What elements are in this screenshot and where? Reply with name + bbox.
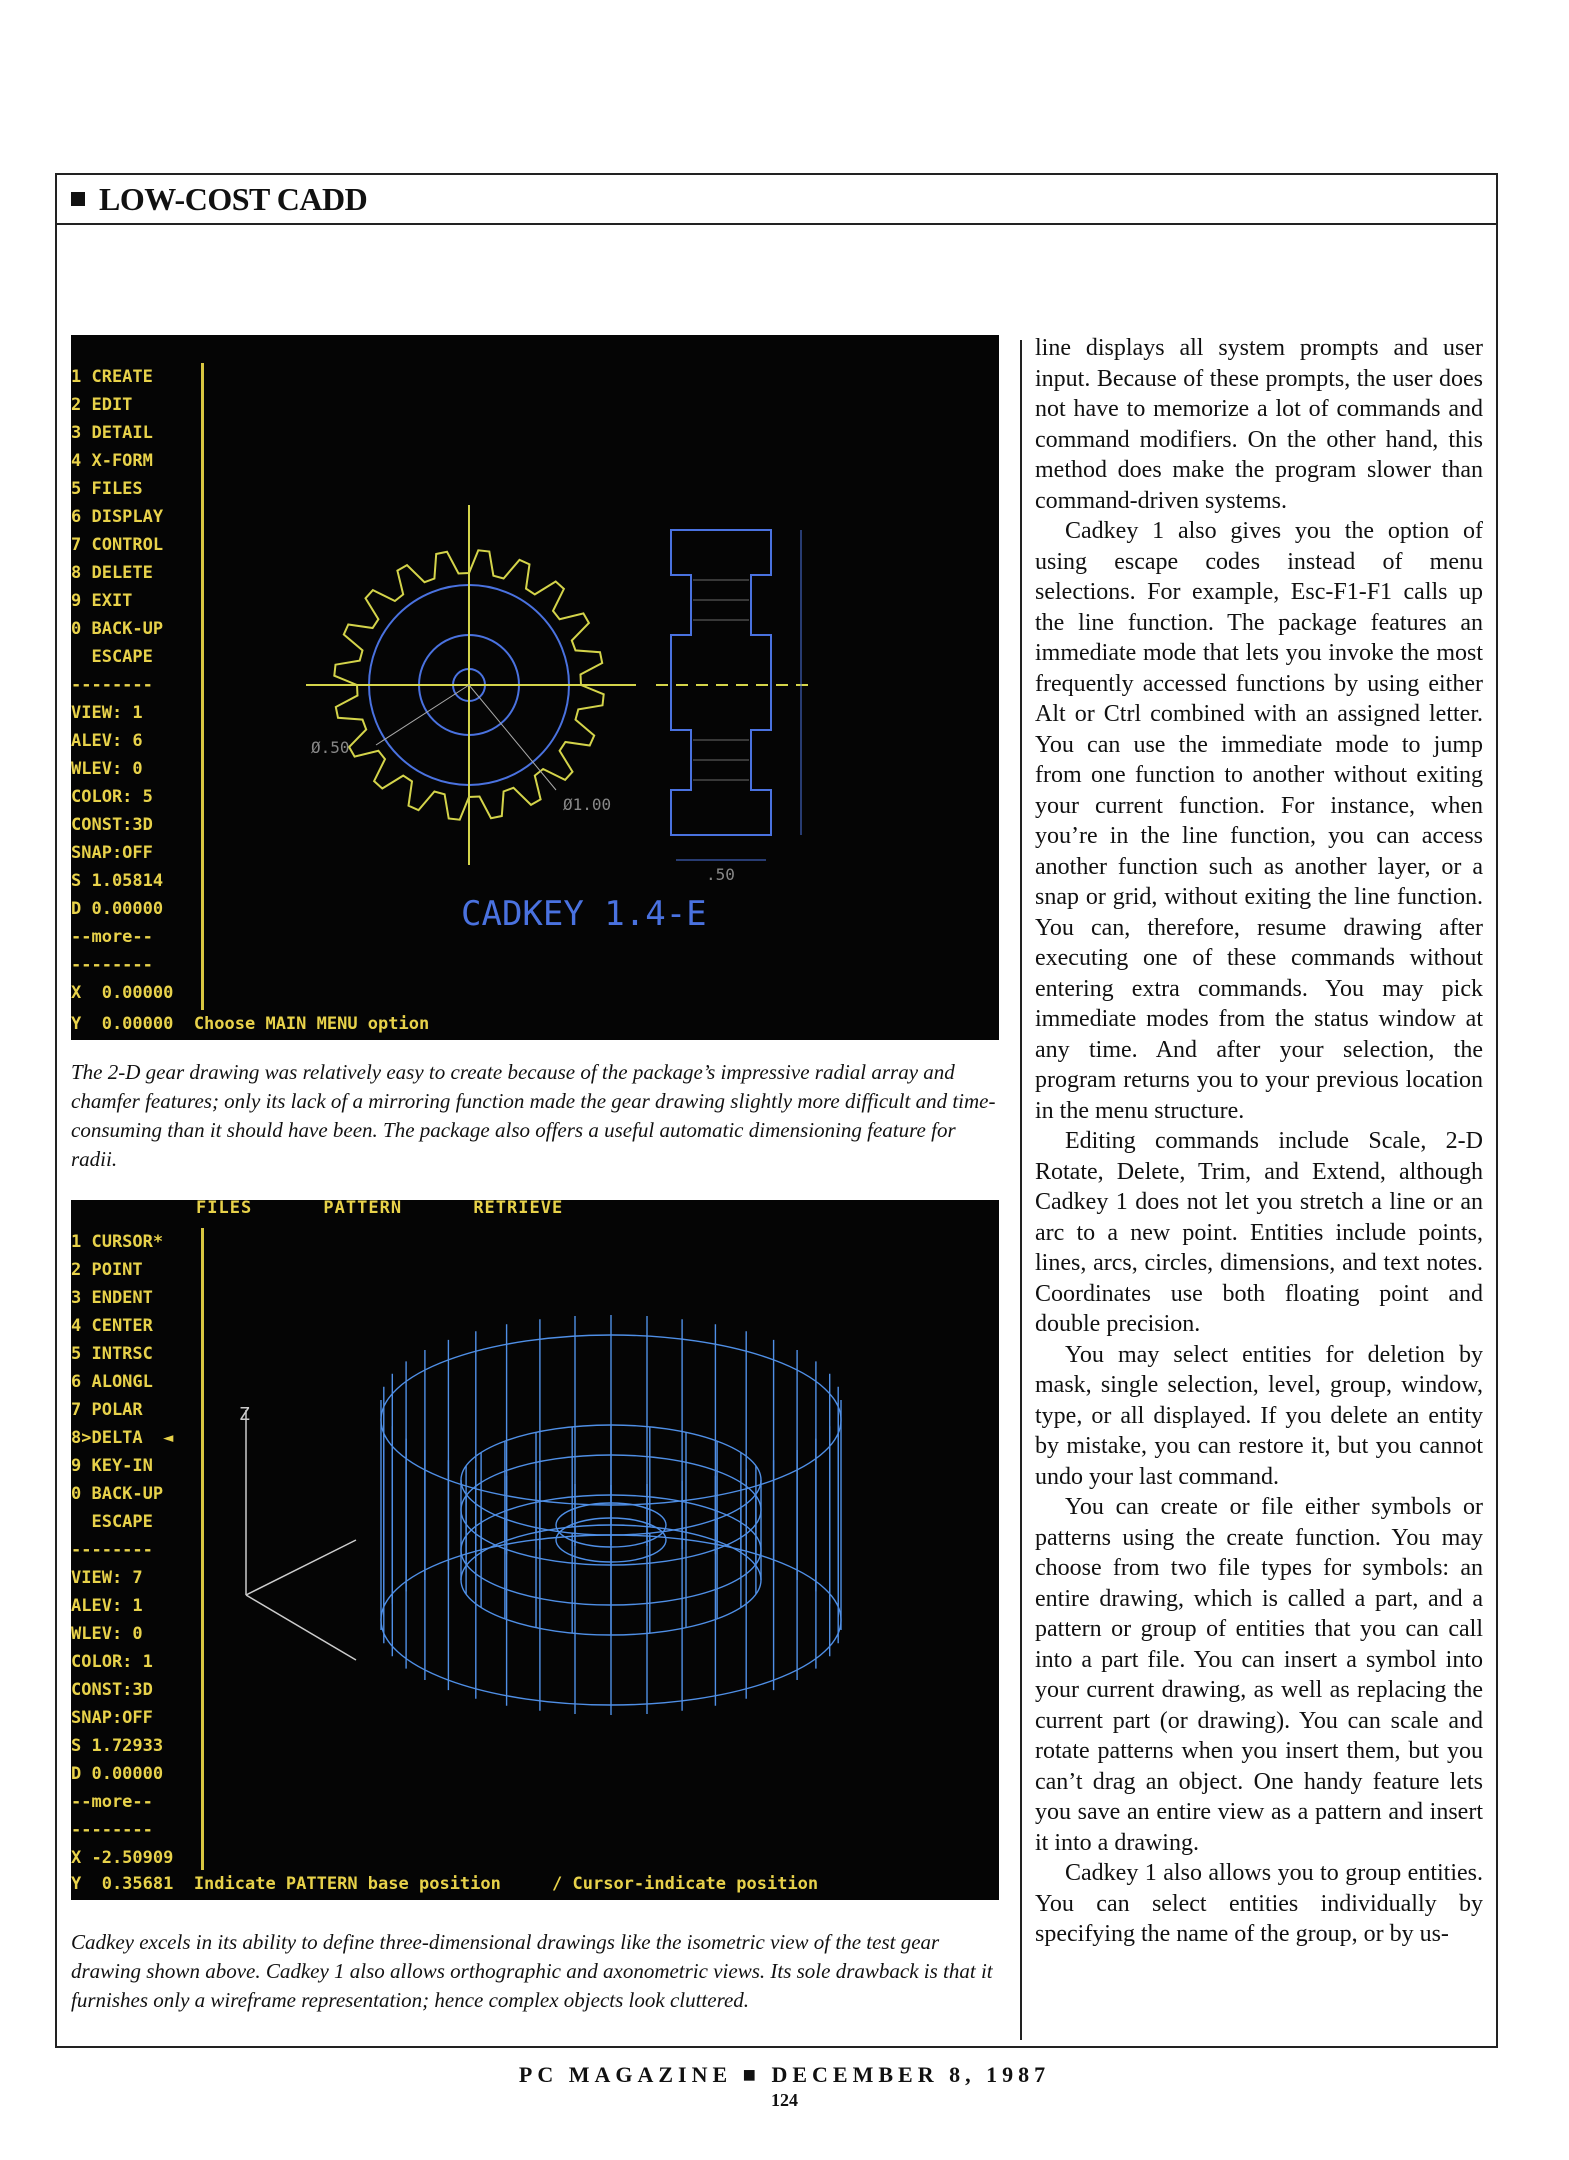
menu-item[interactable]: --more-- <box>71 927 153 947</box>
menu-item[interactable]: 3 DETAIL <box>71 423 153 443</box>
menu-item[interactable]: CONST:3D <box>71 815 153 835</box>
top-menu-item[interactable]: PATTERN <box>323 1200 434 1218</box>
menu-item[interactable]: 4 X-FORM <box>71 451 153 471</box>
top-menu-item[interactable]: RETRIEVE <box>473 1200 564 1218</box>
menu-item[interactable]: D 0.00000 <box>71 899 164 919</box>
menu-divider <box>201 1228 204 1870</box>
body-paragraph: line displays all system prompts and user input. Because of these prompts, the user does not have to memorize a lot of commands and command modifiers. On the other hand, this method does make the program slower than command-driven systems. <box>1035 335 1483 514</box>
menu-item[interactable]: 6 DISPLAY <box>71 507 164 527</box>
menu-item[interactable]: -------- <box>71 1820 153 1840</box>
menu-item[interactable]: WLEV: 0 <box>71 1624 143 1644</box>
menu-item[interactable]: 0 BACK-UP <box>71 1484 164 1504</box>
z-axis-label: Z <box>239 1404 250 1425</box>
menu-item[interactable]: X 0.00000 <box>71 983 174 1003</box>
menu-item[interactable]: SNAP:OFF <box>71 843 153 863</box>
square-bullet-icon <box>71 192 85 206</box>
menu-item[interactable]: VIEW: 7 <box>71 1568 143 1588</box>
menu-divider <box>201 363 204 1010</box>
menu-item[interactable]: ESCAPE <box>71 647 153 667</box>
menu-item[interactable]: S 1.05814 <box>71 871 164 891</box>
figure-3d-gear-screenshot <box>71 1200 999 1900</box>
menu-item[interactable]: ESCAPE <box>71 1512 153 1532</box>
gear-side-view <box>656 530 811 860</box>
status-line: Y 0.35681 Indicate PATTERN base position / Cursor-indicate position <box>71 1874 819 1894</box>
menu-item[interactable]: VIEW: 1 <box>71 703 143 723</box>
gear-isometric-wireframe <box>381 1315 841 1715</box>
axis-triad <box>246 1410 356 1660</box>
main-menu <box>71 363 199 1007</box>
menu-item[interactable]: 8>DELTA ◄ <box>71 1428 174 1448</box>
menu-item[interactable]: 2 POINT <box>71 1260 143 1280</box>
menu-item[interactable]: --more-- <box>71 1792 153 1812</box>
menu-item[interactable]: 4 CENTER <box>71 1316 153 1336</box>
gear-2d-drawing <box>211 335 991 995</box>
menu-item[interactable]: S 1.72933 <box>71 1736 164 1756</box>
top-menu-item[interactable]: FILES <box>196 1200 284 1218</box>
menu-item[interactable]: 6 ALONGL <box>71 1372 153 1392</box>
radius-leader <box>376 685 469 745</box>
menu-item[interactable]: 3 ENDENT <box>71 1288 153 1308</box>
menu-item[interactable]: WLEV: 0 <box>71 759 143 779</box>
menu-item[interactable]: 7 POLAR <box>71 1400 143 1420</box>
cursor-menu <box>71 1228 199 1872</box>
section-header <box>57 175 1496 225</box>
gear-3d-wireframe <box>211 1200 991 1860</box>
menu-item[interactable]: 0 BACK-UP <box>71 619 164 639</box>
body-paragraph: You can create or file either symbols or patterns using the create function. You may choose from two file types for symbols: an entire drawing, which is called a part, and a pattern or group of entities that you can call into a part file. You can insert a symbol into your current drawing, as well as replacing the current part (or drawing). You can scale and rotate patterns when you insert them, but you can’t drag an object. One handy feature lets you save an entire view as a pattern and insert it into a drawing. <box>1035 1494 1483 1856</box>
figure-2-caption: Cadkey excels in its ability to define three-dimensional drawings like the isometric view of the test gear drawing shown above. Cadkey 1 also allows orthographic and axonometric views. Its sole drawback is that it furnishes only a wireframe representation; hence complex objects look cluttered. <box>71 1930 993 2012</box>
status-line: Y 0.00000 Choose MAIN MENU option <box>71 1014 430 1034</box>
body-paragraph: Cadkey 1 also gives you the option of using escape codes instead of menu selections. For example, Esc-F1-F1 calls up the line function. The package features an immediate mode that lets you invoke the most frequently accessed functions by using either Alt or Ctrl combined with an assigned letter. You can use the immediate mode to jump from one function to another without exiting your current function. For instance, when you’re in the line function, you can access another function such as another layer, or a snap or grid, without exiting the line function. You can, therefore, resume drawing after executing one of these commands without entering extra commands. You may pick immediate modes from the status window at any time. And after your selection, the program returns you to your previous location in the menu structure. <box>1035 518 1483 1124</box>
article-frame <box>55 173 1498 2048</box>
menu-item[interactable]: ALEV: 1 <box>71 1596 143 1616</box>
menu-item[interactable]: COLOR: 5 <box>71 787 153 807</box>
menu-item[interactable]: D 0.00000 <box>71 1764 164 1784</box>
section-title: LOW-COST CADD <box>99 180 368 217</box>
menu-item[interactable]: COLOR: 1 <box>71 1652 153 1672</box>
menu-item[interactable]: 2 EDIT <box>71 395 133 415</box>
article-body-column <box>1035 333 1483 1950</box>
figure-1-caption: The 2-D gear drawing was relatively easy to create because of the package’s impressive radial array and chamfer features; only its lack of a mirroring function made the gear drawing slightly more difficult and time-consuming than it should have been. The package also offers a useful automatic dimensioning feature for radii. <box>71 1060 996 1171</box>
diameter-dimension: Ø1.00 <box>563 795 612 814</box>
menu-item[interactable]: 8 DELETE <box>71 563 153 583</box>
body-paragraph: Editing commands include Scale, 2-D Rotate, Delete, Trim, and Extend, although Cadkey 1 does not let you stretch a line or an arc to a new point. Entities include points, lines, arcs, circles, dimensions, and text notes. Coordinates use both floating point and double precision. <box>1035 1128 1483 1337</box>
menu-item[interactable]: 7 CONTROL <box>71 535 164 555</box>
menu-item[interactable]: 1 CREATE <box>71 367 153 387</box>
menu-item[interactable]: -------- <box>71 675 153 695</box>
side-width-dimension: .50 <box>706 865 735 884</box>
menu-item[interactable]: 1 CURSOR* <box>71 1232 164 1252</box>
menu-item[interactable]: ALEV: 6 <box>71 731 143 751</box>
page-number: 124 <box>771 2090 798 2110</box>
figure-2d-gear-screenshot <box>71 335 999 1040</box>
menu-item[interactable]: -------- <box>71 955 153 975</box>
menu-item[interactable]: 5 INTRSC <box>71 1344 153 1364</box>
menu-item[interactable]: 9 KEY-IN <box>71 1456 153 1476</box>
body-paragraph: Cadkey 1 also allows you to group entities. You can select entities individually by specifying the name of the group, or by us- <box>1035 1860 1483 1947</box>
menu-item[interactable]: CONST:3D <box>71 1680 153 1700</box>
menu-item[interactable]: 9 EXIT <box>71 591 133 611</box>
magazine-footer: PC MAGAZINE ■ DECEMBER 8, 1987 <box>518 2062 1051 2087</box>
body-paragraph: You may select entities for deletion by mask, single selection, level, group, window, type, or all displayed. If you delete an entity by mistake, you can restore it, but you cannot undo your last command. <box>1035 1341 1483 1490</box>
cadkey-version-label: CADKEY 1.4-E <box>461 894 707 934</box>
radius-dimension: Ø.50 <box>311 738 350 757</box>
menu-item[interactable]: X -2.50909 <box>71 1848 174 1868</box>
menu-item[interactable]: 5 FILES <box>71 479 143 499</box>
menu-item[interactable]: SNAP:OFF <box>71 1708 153 1728</box>
column-rule <box>1020 340 1022 2040</box>
menu-item[interactable]: -------- <box>71 1540 153 1560</box>
